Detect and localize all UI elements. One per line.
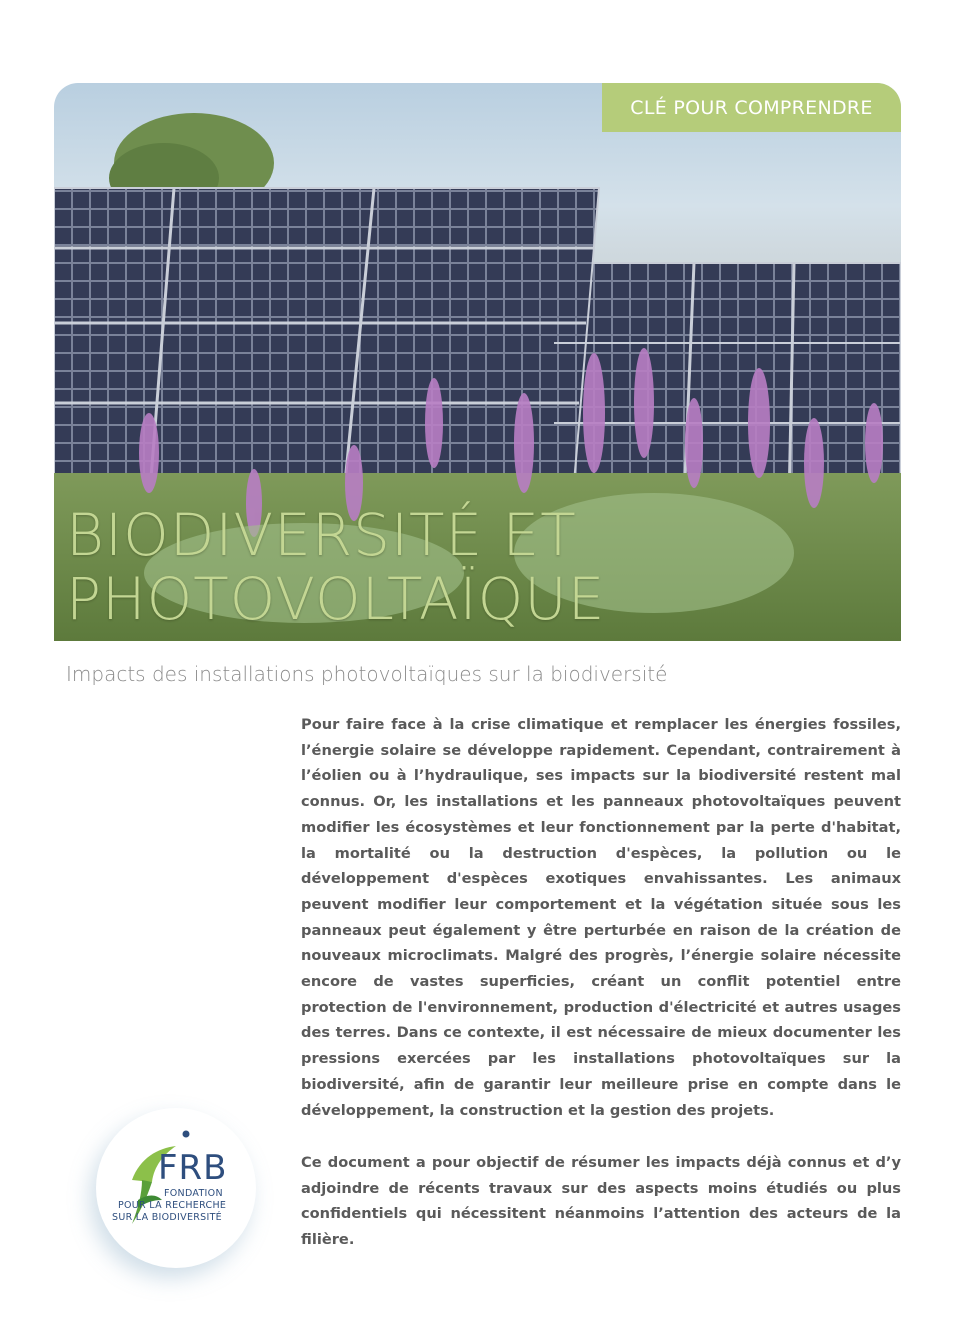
logo-acronym: FRB [158, 1148, 228, 1188]
category-tag: CLÉ POUR COMPRENDRE [602, 83, 901, 132]
title-line-2: PHOTOVOLTAÏQUE [66, 565, 606, 633]
page-title [66, 503, 886, 631]
intro-paragraph: Pour faire face à la crise climatique et remplacer les énergies fossiles, l’énergie solaire se développe rapidement. Cependant, contrairement à l’éolien ou à l’hydraulique, ses impacts sur la biodiversité restent mal connus. Or, les installations et les panneaux photovoltaïques peuvent modifier les écosystèmes et leur fonctionnement par la perte d'habitat, la mortalité ou la destruction d'espèces, la pollution ou le développement d'espèces exotiques envahissantes. Les animaux peuvent modifier leur comportement et la végétation située sous les panneaux peut également y être perturbée en raison de la création de nouveaux microclimats. Malgré des progrès, l’énergie solaire nécessite encore de vastes superficies, créant un conflit potentiel entre protection de l'environnement, production d'électricité et autres usages des terres. Dans ce contexte, il est nécessaire de mieux documenter les pressions exercées par les installations photovoltaïques sur la biodiversité, afin de garantir leur meilleure prise en compte dans le développement, la construction et la gestion des projets. [301, 716, 901, 1119]
page-subtitle: Impacts des installations photovoltaïques sur la biodiversité [66, 662, 668, 686]
objective-paragraph: Ce document a pour objectif de résumer les impacts déjà connus et d’y adjoindre de récents travaux sur des aspects moins étudiés ou plus confidentiels qui nécessitent néanmoins l’attention des acteurs de la filière. [301, 1154, 901, 1249]
logo-line-2: POUR LA RECHERCHE [118, 1200, 227, 1211]
logo-line-1: FONDATION [164, 1188, 223, 1199]
logo-line-3: SUR LA BIODIVERSITÉ [112, 1212, 222, 1223]
title-line-1: BIODIVERSITÉ ET [66, 501, 577, 569]
